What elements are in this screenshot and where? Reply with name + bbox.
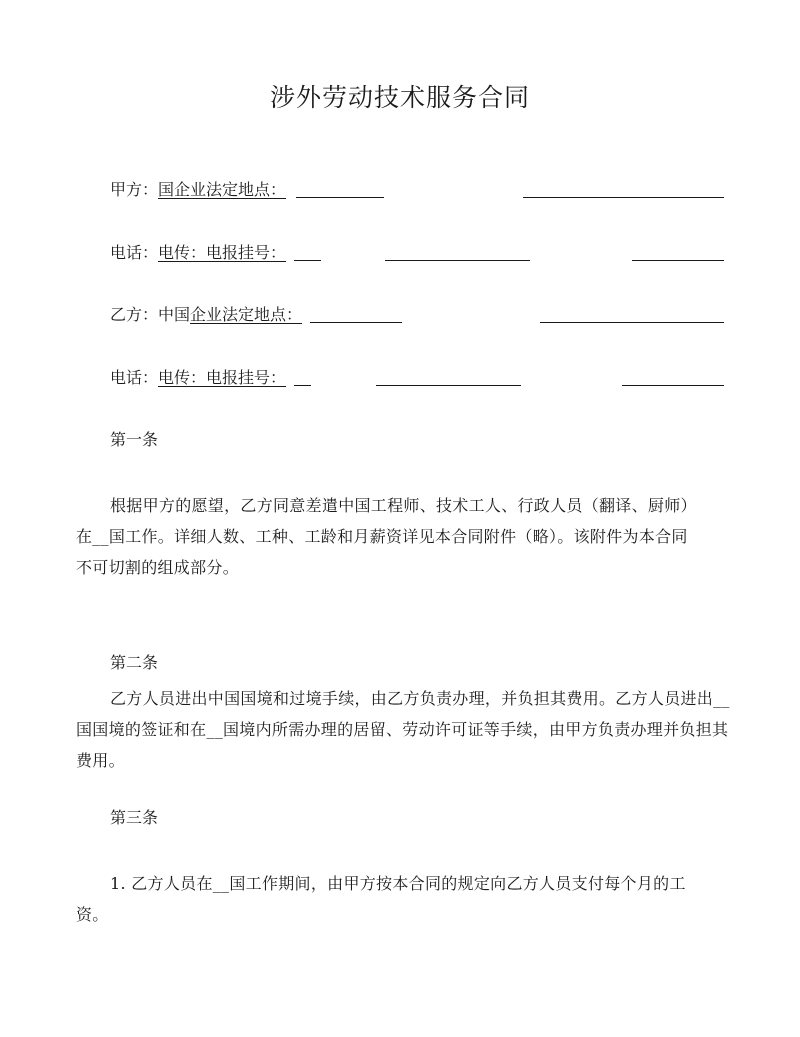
- party-b-extra-blank: [540, 322, 724, 323]
- party-a-phone-blank: [632, 260, 724, 261]
- party-a-phone-label: 电话：: [110, 243, 159, 262]
- party-a-address-label: 国企业法定地点：: [158, 180, 287, 199]
- party-b-address-label: 企业法定地点：: [190, 305, 303, 324]
- party-b-row: [110, 305, 302, 325]
- party-a-extra-blank: [523, 197, 724, 198]
- party-b-phone-blank: [622, 385, 724, 386]
- party-b-label: 乙方：中国: [110, 305, 191, 324]
- article-3-text: 1. 乙方人员在__国工作期间，由甲方按本合同的规定向乙方人员支付每个月的工资。: [76, 874, 686, 924]
- party-b-fax-telex-label: 电传：电报挂号：: [158, 368, 287, 387]
- document-title: 涉外劳动技术服务合同: [269, 83, 530, 112]
- party-a-telex-blank: [294, 260, 321, 261]
- party-a-fax-blank: [385, 260, 530, 261]
- party-b-telex-blank: [294, 385, 311, 386]
- article-1-text: 根据甲方的愿望，乙方同意差遣中国工程师、技术工人、行政人员（翻译、厨师）在__国工作。详细人数、工种、工龄和月薪资详见本合同附件（略）。该附件为本合同不可切割的组成部分。: [76, 496, 689, 577]
- party-a-row: [110, 180, 286, 200]
- party-b-fax-blank: [376, 385, 521, 386]
- party-b-contact-row: [110, 368, 286, 388]
- party-b-phone-label: 电话：: [110, 368, 159, 387]
- party-a-fax-telex-label: 电传：电报挂号：: [158, 243, 287, 262]
- article-3-heading: 第三条: [110, 808, 159, 827]
- party-a-contact-row: [110, 243, 286, 263]
- article-2-heading: 第二条: [110, 653, 159, 672]
- article-1-heading: 第一条: [110, 430, 159, 449]
- party-a-address-blank: [296, 197, 384, 198]
- party-b-address-blank: [310, 322, 402, 323]
- party-a-label: 甲方：: [110, 180, 159, 199]
- article-2-text: 乙方人员进出中国国境和过境手续，由乙方负责办理，并负担其费用。乙方人员进出__国国境的签证和在__国境内所需办理的居留、劳动许可证等手续，由甲方负责办理并负担其费用。: [76, 689, 730, 770]
